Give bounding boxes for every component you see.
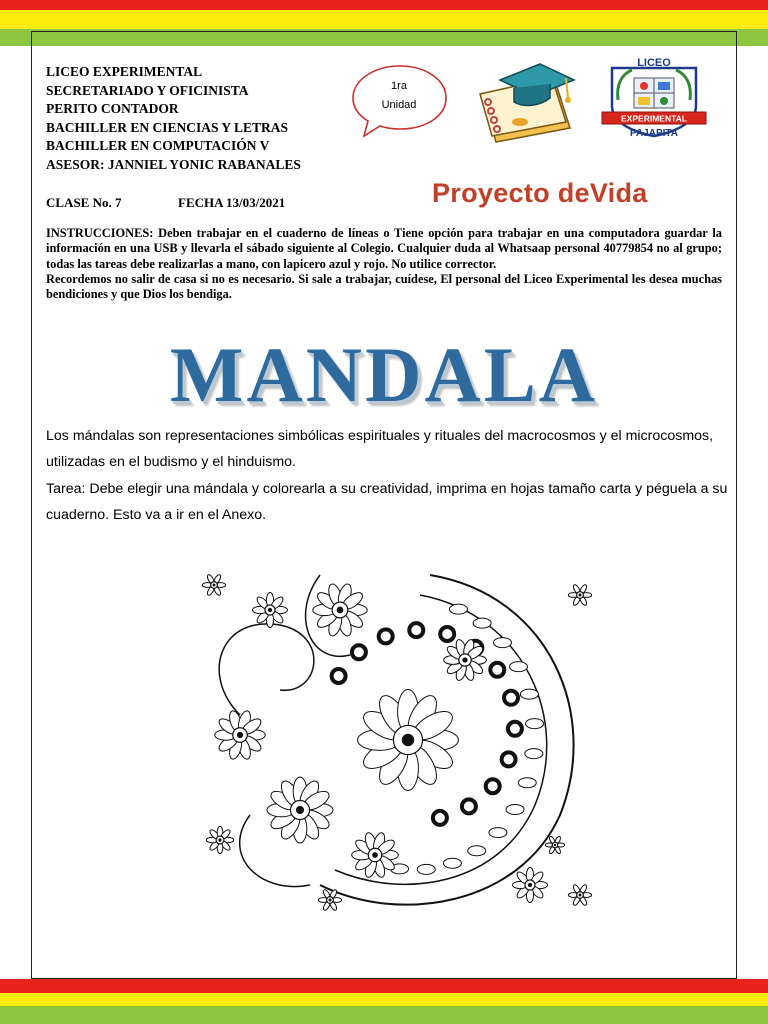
center-flower — [358, 690, 459, 791]
crescent-leaf — [417, 864, 435, 874]
body-paragraph: Los mándalas son representaciones simbólicas espirituales y rituales del macrocosmos y el microcosmos, utilizadas en el budismo y el hinduismo. — [46, 428, 714, 471]
small-flower — [568, 884, 591, 907]
top-stripe-yellow — [0, 10, 768, 29]
instructions-paragraph: Recordemos no salir de casa si no es necesario. Si sale a trabajar, cuídese, El personal del Liceo Experimental les desea muchas bendiciones y que Dios los bendiga. — [46, 271, 722, 302]
logo-top-text: LICEO — [637, 57, 671, 69]
small-flower — [206, 826, 233, 853]
bubble-line2: Unidad — [381, 99, 417, 111]
bead — [440, 627, 454, 641]
school-line: PERITO CONTADOR — [46, 101, 179, 117]
bead — [332, 669, 346, 683]
crescent-leaf — [520, 689, 538, 699]
bead — [486, 779, 500, 793]
class-date: FECHA 13/03/2021 — [178, 195, 286, 210]
bottom-stripe-yellow — [0, 993, 768, 1006]
flower — [313, 582, 367, 637]
school-line: BACHILLER EN CIENCIAS Y LETRAS — [46, 119, 289, 135]
flower — [513, 868, 548, 903]
bead — [490, 663, 504, 677]
school-line: LICEO EXPERIMENTAL — [46, 64, 203, 79]
crescent-leaf — [443, 858, 461, 868]
crescent-leaf — [506, 805, 524, 815]
top-stripe-red — [0, 0, 768, 10]
logo-bottom-text: PAJAPITA — [630, 128, 678, 139]
class-number: CLASE No. 7 — [46, 195, 122, 210]
crescent-leaf — [518, 778, 536, 788]
school-crest-logo — [596, 56, 712, 142]
body-text — [46, 423, 736, 529]
bead — [502, 752, 516, 766]
flower — [253, 593, 288, 628]
small-flower — [545, 836, 564, 855]
logo-banner-text: EXPERIMENTAL — [621, 113, 687, 124]
crescent-leaf — [468, 846, 486, 856]
bottom-stripe-green — [0, 1006, 768, 1024]
crescent-leaf — [489, 828, 507, 838]
school-info — [46, 63, 301, 175]
bead — [352, 645, 366, 659]
bead — [379, 629, 393, 643]
topic-title: MANDALA — [169, 331, 599, 418]
bead — [409, 623, 423, 637]
bubble-line1: 1ra — [391, 80, 407, 92]
small-flower — [202, 574, 225, 597]
instructions-paragraph: INSTRUCCIONES: Deben trabajar en el cuaderno de líneas o Tiene opción para trabajar en una computadora guardar la información en una USB y llevarla el sábado siguiente al Colegio. Cualquier duda al Whatsaap personal 40779854 no al grupo; todas las tareas debe realizarlas a mano, con lapicero azul y rojo. No utilice corrector. — [46, 226, 722, 271]
graduation-cap-notebook-icon — [470, 58, 578, 144]
project-title: Proyecto deVida — [432, 178, 648, 208]
school-line: ASESOR: JANNIEL YONIC RABANALES — [46, 156, 301, 172]
bead — [462, 799, 476, 813]
body-paragraph: Tarea: Debe elegir una mándala y colorearla a su creatividad, imprima en hojas tamaño carta y péguela a su cuaderno. Esto va a ir en el Anexo. — [46, 480, 728, 524]
bead — [508, 722, 522, 736]
crescent-leaf — [526, 719, 544, 729]
star-flower — [267, 777, 333, 843]
crescent-leaf — [449, 604, 467, 614]
school-line: BACHILLER EN COMPUTACIÓN V — [46, 138, 270, 154]
instructions — [46, 226, 722, 302]
mandala-illustration — [180, 555, 600, 925]
bead — [433, 811, 447, 825]
crescent-leaf — [493, 638, 511, 648]
bottom-stripe-red — [0, 979, 768, 993]
crescent-leaf — [473, 618, 491, 628]
bead — [504, 691, 518, 705]
school-line: SECRETARIADO Y OFICINISTA — [46, 82, 249, 98]
small-flower — [568, 584, 591, 607]
crescent-leaf — [509, 662, 527, 672]
flower — [215, 709, 265, 760]
swirl — [219, 624, 314, 715]
crescent-leaf — [525, 749, 543, 759]
